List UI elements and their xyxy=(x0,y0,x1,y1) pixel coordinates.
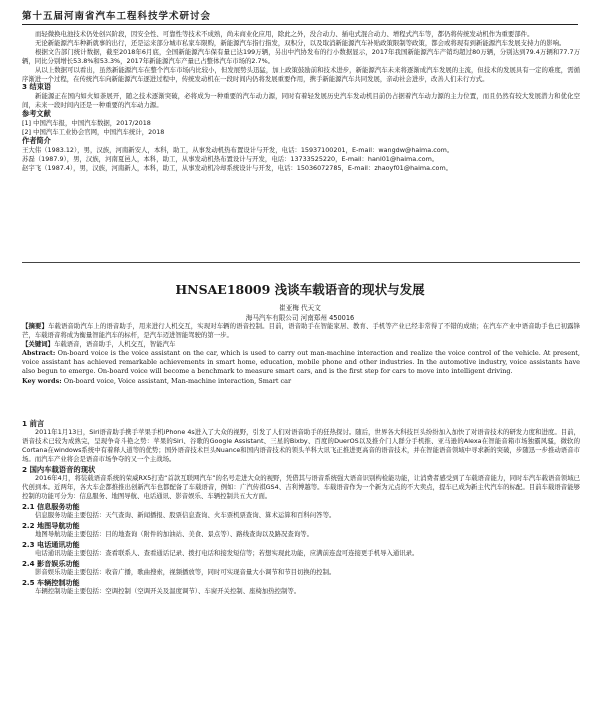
paragraph: 信息服务功能主要包括：天气查询、新闻播报、股票信息查询、火车票机票查询、算术运算和百科问答等。 xyxy=(35,511,336,519)
article-divider xyxy=(22,262,580,263)
abstract-label: 【摘要】 xyxy=(22,322,48,330)
abstract-text: 车载语音助汽车上的语音助手，用来进行人机交互，实现对车辆的语音控制。目前，语音助手在智能家居、教育、手机等产业已经非常得了不错的成绩；在汽车产业中语音助手也已初露锋芒，车载语音将成为衡量智能汽车的标杆，是汽车迈进智能驾驶的第一步。 xyxy=(22,322,581,339)
paragraph: 无论新能源汽车种新就事的出行，还是运来部分城市私家车限购，新能源汽车指行指发，双积分，以及取消新能源汽车补贴政策限制等政策，都会或将现有到新能源汽车发展支持力的影响。 xyxy=(35,38,566,47)
paragraph: 2016年4月，将装载语音系统的荣威RX5打造“首款互联网汽车”的名号走进大众的视野，凭借其与语音系统强大语音识别构检能功能，让消费者感受到了车载语音能力，同时车汽车载语音领域已代创到本。近两年，各大车企都推推出创新汽车也都配备了车载语音，例如：广汽传祺GS4、吉利博越等。车载语音作为一个新为元点的不大卖点，提车已成为新主代汽车的标配。目前车载语音能够控制的功能可分为：信息服务、地图导航、电话通讯、影音娱乐、车辆控制共五大方面。 xyxy=(22,474,580,500)
section-heading: 3 结束语 xyxy=(22,82,52,92)
keywords-en xyxy=(22,377,580,386)
paper-body xyxy=(22,418,580,596)
author-bio-heading: 作者简介 xyxy=(22,135,51,145)
author-bio: 苏磊（1987.9），男，汉族，河南夏邑人，本科，助工，从事发动机热布置设计与开发，电话：13733525220，E-mail：hanl01@haima.com。 xyxy=(22,154,439,163)
paragraph: 新能源正在国内如火如荼展开，随之技术逐渐突破，必将成为一种重要的汽车动力源，同时有着轻发展历史汽车发动机目前仍占据着汽车动力源的主力位置，而且仍然有较大发展潜力和优化空间，未来一段时间内还是一种重要的汽车动力源。 xyxy=(22,92,580,110)
author-bio: 王大伟（1983.12），男，汉族，河南新安人，本科，助工，从事发动机热布置设计与开发，电话：15937100201，E-mail：wangdw@haima.com。 xyxy=(22,145,454,154)
paragraph: 而轻微换电池技术仍处创兴阶段，因安全性、可靠性等技术不成熟，尚未商业化应用，除此之外，没合动力、插电式混合动力、增程式汽车等，都仍将传统发动机作为重要部件。 xyxy=(35,30,534,38)
abstract-en xyxy=(22,349,580,377)
section-heading: 2 国内车载语音的现状 xyxy=(22,465,96,474)
subsection-heading: 2.3 电话通讯功能 xyxy=(22,540,80,549)
paragraph: 影音娱乐功能主要包括：收音广播，歌曲搜索，视频播放等，同时可实现音量大小调节和节目切换的控制。 xyxy=(35,568,336,576)
section-heading: 1 前言 xyxy=(22,419,45,428)
author-bio: 赵宇飞（1987.4），男，汉族，河南新人，本科，助工，从事发动机冷却系统设计与开发，电话：15036072785，E-mail：zhaoyf01@haima.com。 xyxy=(22,163,453,172)
keywords-en-text: On-board voice, Voice assistant, Man-machine interaction, Smart car xyxy=(63,376,292,385)
author-names: 崔亚梅 代天文 xyxy=(279,304,321,312)
paper-title: HNSAE18009 浅谈车载语音的现状与发展 xyxy=(175,282,425,297)
paragraph: 从以上数据可以看出，虽然新能源汽车在整个汽车市场内比较小，但发展势头迅猛，加上政策鼓励前和技术进步，新能源汽车未来将逐渐成汽车发展的主流，但技术的发展具有一定的难度，需循序渐进一个过程，在传统汽车向新能源汽车逐进过程中，传统发动机在一段时间内仍将发展重要作用，携手新能源汽车共同发展，亲动社会进步，改善人们未行方式。 xyxy=(22,65,580,83)
abstract-en-label: Abstract: xyxy=(22,349,56,357)
keywords-cn xyxy=(22,340,580,349)
keywords-en-label: Key words: xyxy=(22,376,62,385)
keywords-text: 车载语音，语音助手，人机交互，智能汽车 xyxy=(53,340,176,348)
paragraph: 地图导航功能主要包括：目的地查询（附件的加油站、美食、景点等）、路线查询以及路况查询等。 xyxy=(35,530,313,538)
previous-article-tail xyxy=(22,30,580,173)
abstract-block xyxy=(22,322,580,386)
abstract-cn xyxy=(22,322,580,340)
author-affiliation: 海马汽车有限公司 河南郑州 450016 xyxy=(245,314,355,322)
paragraph: 根据文告部门统计数据，截至2018年6月底，全国新能源汽车保有量已达199万辆，另出中汽协发布的行小数据显示，2017年我国新能源汽车产销均超过80万辆，分别达到79.4万辆和77.7万辆，同比分别增长53.8%和53.3%，2017年新能源汽车产量已占整体汽车市场的2.7%。 xyxy=(22,47,580,65)
running-head: 第十五届河南省汽车工程科技学术研讨会 xyxy=(22,8,578,25)
paragraph: 2011年1月13日，Siri语音助手携手苹果手机iPhone 4s进入了大众的视野，引发了人们对语音助手的狂热探讨。随后，世界各大科技巨头纷纷加入加快了对语音技术的研发力度和进度。目前，语音技术已较为成熟完，呈现争奇斗艳之势：苹果的Siri、谷歌的Google Assistant、三星的Bixby、百度的DuerOS以及推介门人群分手机推、亚马逊的Alexa在智能音箱市场独霸风骚，微软的Cortana在windows系统中有着释人道等的优势；国外语音技术巨头Nuance和国内语音技术的领头羊科大讯飞正推进更高音的语音技术，并在智能语音领域中寻求新的突破，步随迅一步推动语音市场。而汽车产业将会是语音市场争夺的又一个主战场。 xyxy=(22,428,580,463)
reference-item: [2] 中国汽车工业协会官网，中国汽车统计，2018 xyxy=(22,127,165,136)
paragraph: 电话通讯功能主要包括：查看联系人、查看通话记录、拨打电话和接发短信等；若想实现此功能，应满前连盘可连接更手机导入通讯录。 xyxy=(35,549,419,557)
subsection-heading: 2.2 地图导航功能 xyxy=(22,521,80,530)
reference-item: [1] 中国汽车报，中国汽车数据，2017/2018 xyxy=(22,119,151,128)
abstract-en-text: On-board voice is the voice assistant on the car, which is used to carry out man-machine interaction and realize the voice control of the vehicle. At present, voice assistant has achieved remarkable achievements in smart home, education, mobile phone and other industries. In the automotive industry, voice assistants have also begun to emerge. On-board voice will become a benchmark to measure smart cars, and is the first step for cars to move into intelligent driving. xyxy=(22,349,580,376)
keywords-label: 【关键词】 xyxy=(22,340,54,348)
subsection-heading: 2.5 车辆控制功能 xyxy=(22,578,80,587)
subsection-heading: 2.4 影音娱乐功能 xyxy=(22,559,80,568)
paragraph: 车辆控制功能主要包括：空调控制（空调开关及温度调节）、车窗开关控制、座椅加热控制等。 xyxy=(35,587,301,595)
subsection-heading: 2.1 信息服务功能 xyxy=(22,502,80,511)
paper-authors xyxy=(0,302,600,322)
references-heading: 参考文献 xyxy=(22,109,51,119)
